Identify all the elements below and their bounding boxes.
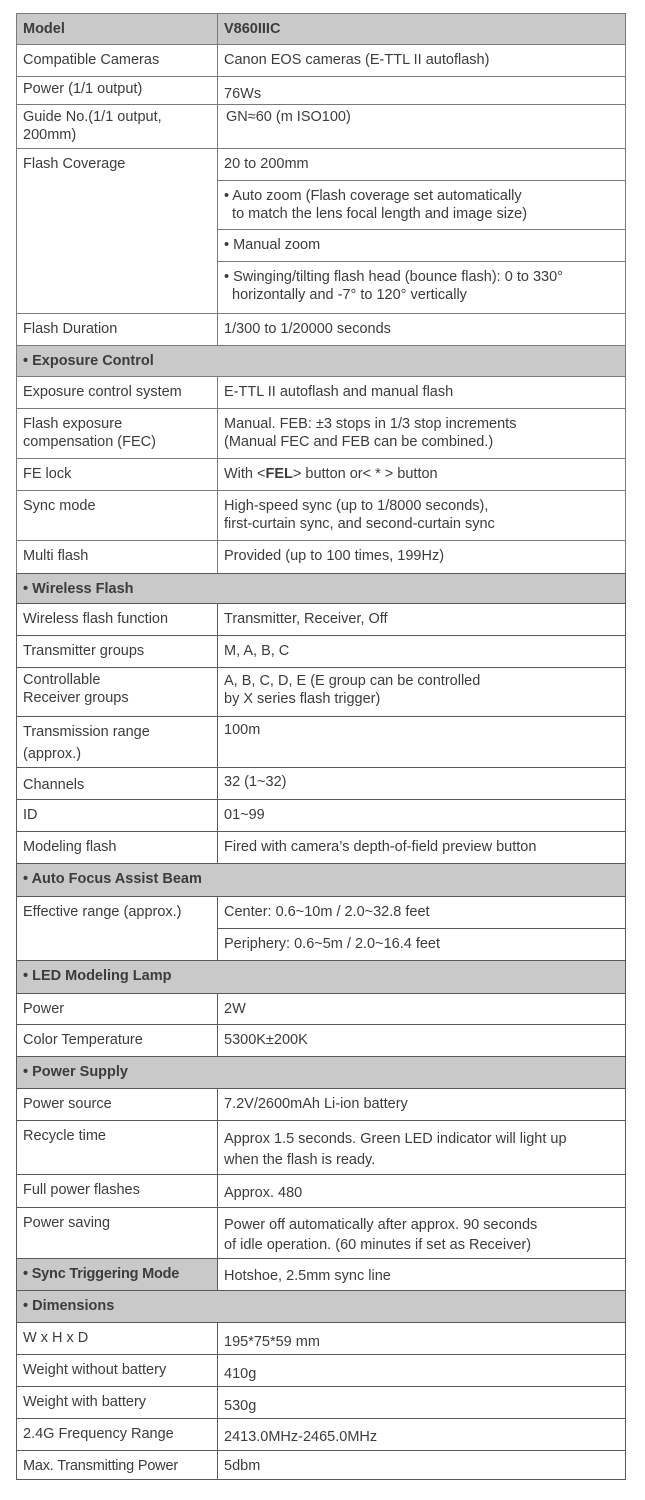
table-row	[16, 635, 626, 668]
row-label: Guide No.(1/1 output, 200mm)	[16, 104, 218, 149]
row-value: 410g	[217, 1354, 626, 1387]
table-subrow	[16, 148, 626, 181]
row-value: 32 (1~32)	[217, 767, 626, 800]
row-label: Flash exposure compensation (FEC)	[16, 408, 218, 459]
table-row	[16, 44, 626, 77]
row-value: • Manual zoom	[217, 229, 626, 262]
table-row	[16, 1024, 626, 1057]
table-row	[16, 831, 626, 864]
row-value: Transmitter, Receiver, Off	[217, 603, 626, 636]
row-value	[217, 458, 626, 491]
row-label: Compatible Cameras	[16, 44, 218, 77]
fe-lock-pre: With <	[224, 466, 266, 482]
row-value: Fired with camera’s depth-of-field preview button	[217, 831, 626, 864]
table-row	[16, 1354, 626, 1387]
row-value: A, B, C, D, E (E group can be controlled by X series flash trigger)	[217, 667, 626, 717]
row-value: 5300K±200K	[217, 1024, 626, 1057]
table-row	[16, 1322, 626, 1355]
table-row	[16, 716, 626, 768]
row-label: Multi flash	[16, 540, 218, 574]
row-label: Power	[16, 993, 218, 1025]
section-power-supply	[16, 1056, 626, 1089]
row-label: FE lock	[16, 458, 218, 491]
row-value: 1/300 to 1/20000 seconds	[217, 313, 626, 346]
section-dimensions	[16, 1290, 626, 1323]
table-row	[16, 76, 626, 105]
row-value: Provided (up to 100 times, 199Hz)	[217, 540, 626, 574]
section-title: • Auto Focus Assist Beam	[16, 863, 626, 897]
row-value: 01~99	[217, 799, 626, 832]
table-subrow	[16, 928, 626, 961]
row-value: Center: 0.6~10m / 2.0~32.8 feet	[217, 896, 626, 929]
row-value: 195*75*59 mm	[217, 1322, 626, 1355]
table-row	[16, 408, 626, 459]
row-value: GN≈60 (m ISO100)	[217, 104, 626, 149]
row-label: Weight with battery	[16, 1386, 218, 1419]
row-label: Flash Duration	[16, 313, 218, 346]
row-label: Controllable Receiver groups	[16, 667, 218, 717]
table-row	[16, 1174, 626, 1208]
table-row	[16, 603, 626, 636]
table-row	[16, 1207, 626, 1259]
table-row	[16, 993, 626, 1025]
row-value: Canon EOS cameras (E-TTL II autoflash)	[217, 44, 626, 77]
section-title: • Power Supply	[16, 1056, 626, 1089]
header-label: Model	[16, 13, 218, 45]
row-label: Color Temperature	[16, 1024, 218, 1057]
table-row	[16, 104, 626, 149]
table-subrow	[16, 180, 626, 230]
row-value: Power off automatically after approx. 90 seconds of idle operation. (60 minutes if set as Receiver)	[217, 1207, 626, 1259]
row-value: Approx. 480	[217, 1174, 626, 1208]
header-value: V860IIIC	[217, 13, 626, 45]
row-value: 20 to 200mm	[217, 148, 626, 181]
row-value: 7.2V/2600mAh Li-ion battery	[217, 1088, 626, 1121]
row-value: • Auto zoom (Flash coverage set automatically to match the lens focal length and image size)	[217, 180, 626, 230]
section-sync-triggering-mode	[16, 1258, 626, 1291]
row-label: Sync mode	[16, 490, 218, 541]
row-value: • Swinging/tilting flash head (bounce flash): 0 to 330° horizontally and -7° to 120° vertically	[217, 261, 626, 314]
row-value: M, A, B, C	[217, 635, 626, 668]
row-label: Full power flashes	[16, 1174, 218, 1208]
row-label: Modeling flash	[16, 831, 218, 864]
section-title: • Exposure Control	[16, 345, 626, 377]
row-label: 2.4G Frequency Range	[16, 1418, 218, 1451]
row-label: Recycle time	[16, 1120, 218, 1175]
row-label: Max. Transmitting Power	[16, 1450, 218, 1480]
row-label: Transmitter groups	[16, 635, 218, 668]
table-row	[16, 1120, 626, 1175]
section-title: • Sync Triggering Mode	[16, 1258, 218, 1291]
fel-button-label: FEL	[265, 466, 293, 482]
row-label: Exposure control system	[16, 376, 218, 409]
row-value: 5dbm	[217, 1450, 626, 1480]
row-value: Manual. FEB: ±3 stops in 1/3 stop increments (Manual FEC and FEB can be combined.)	[217, 408, 626, 459]
row-value: Approx 1.5 seconds. Green LED indicator will light up when the flash is ready.	[217, 1120, 626, 1175]
table-row	[16, 490, 626, 541]
table-row	[16, 540, 626, 574]
section-led-modeling-lamp	[16, 960, 626, 994]
section-title: • Wireless Flash	[16, 573, 626, 604]
table-row	[16, 1450, 626, 1480]
section-wireless-flash	[16, 573, 626, 604]
table-header-row	[16, 13, 626, 45]
row-label: Power source	[16, 1088, 218, 1121]
table-row	[16, 799, 626, 832]
row-value: 530g	[217, 1386, 626, 1419]
fe-lock-post: > button or< * > button	[292, 466, 438, 482]
row-label: Flash Coverage	[16, 148, 218, 314]
row-label: ID	[16, 799, 218, 832]
section-af-assist-beam	[16, 863, 626, 897]
table-row	[16, 1088, 626, 1121]
row-label: Weight without battery	[16, 1354, 218, 1387]
table-row	[16, 376, 626, 409]
table-row	[16, 1386, 626, 1419]
table-row	[16, 667, 626, 717]
row-value: 100m	[217, 716, 626, 768]
row-label: W x H x D	[16, 1322, 218, 1355]
row-label: Transmission range (approx.)	[16, 716, 218, 768]
row-value: 2413.0MHz-2465.0MHz	[217, 1418, 626, 1451]
table-row	[16, 458, 626, 491]
row-value: Hotshoe, 2.5mm sync line	[217, 1258, 626, 1291]
row-value: Periphery: 0.6~5m / 2.0~16.4 feet	[217, 928, 626, 961]
section-title: • LED Modeling Lamp	[16, 960, 626, 994]
table-subrow	[16, 261, 626, 314]
row-label: Wireless flash function	[16, 603, 218, 636]
row-label: Channels	[16, 767, 218, 800]
row-value: 2W	[217, 993, 626, 1025]
row-label: Power saving	[16, 1207, 218, 1259]
row-value: E-TTL II autoflash and manual flash	[217, 376, 626, 409]
table-subrow	[16, 229, 626, 262]
table-subrow	[16, 896, 626, 929]
table-row	[16, 767, 626, 800]
section-title: • Dimensions	[16, 1290, 626, 1323]
row-value: 76Ws	[217, 76, 626, 105]
row-label: Power (1/1 output)	[16, 76, 218, 105]
table-row	[16, 313, 626, 346]
table-row	[16, 1418, 626, 1451]
row-value: High-speed sync (up to 1/8000 seconds), first-curtain sync, and second-curtain sync	[217, 490, 626, 541]
row-label: Effective range (approx.)	[16, 896, 218, 961]
section-exposure-control	[16, 345, 626, 377]
